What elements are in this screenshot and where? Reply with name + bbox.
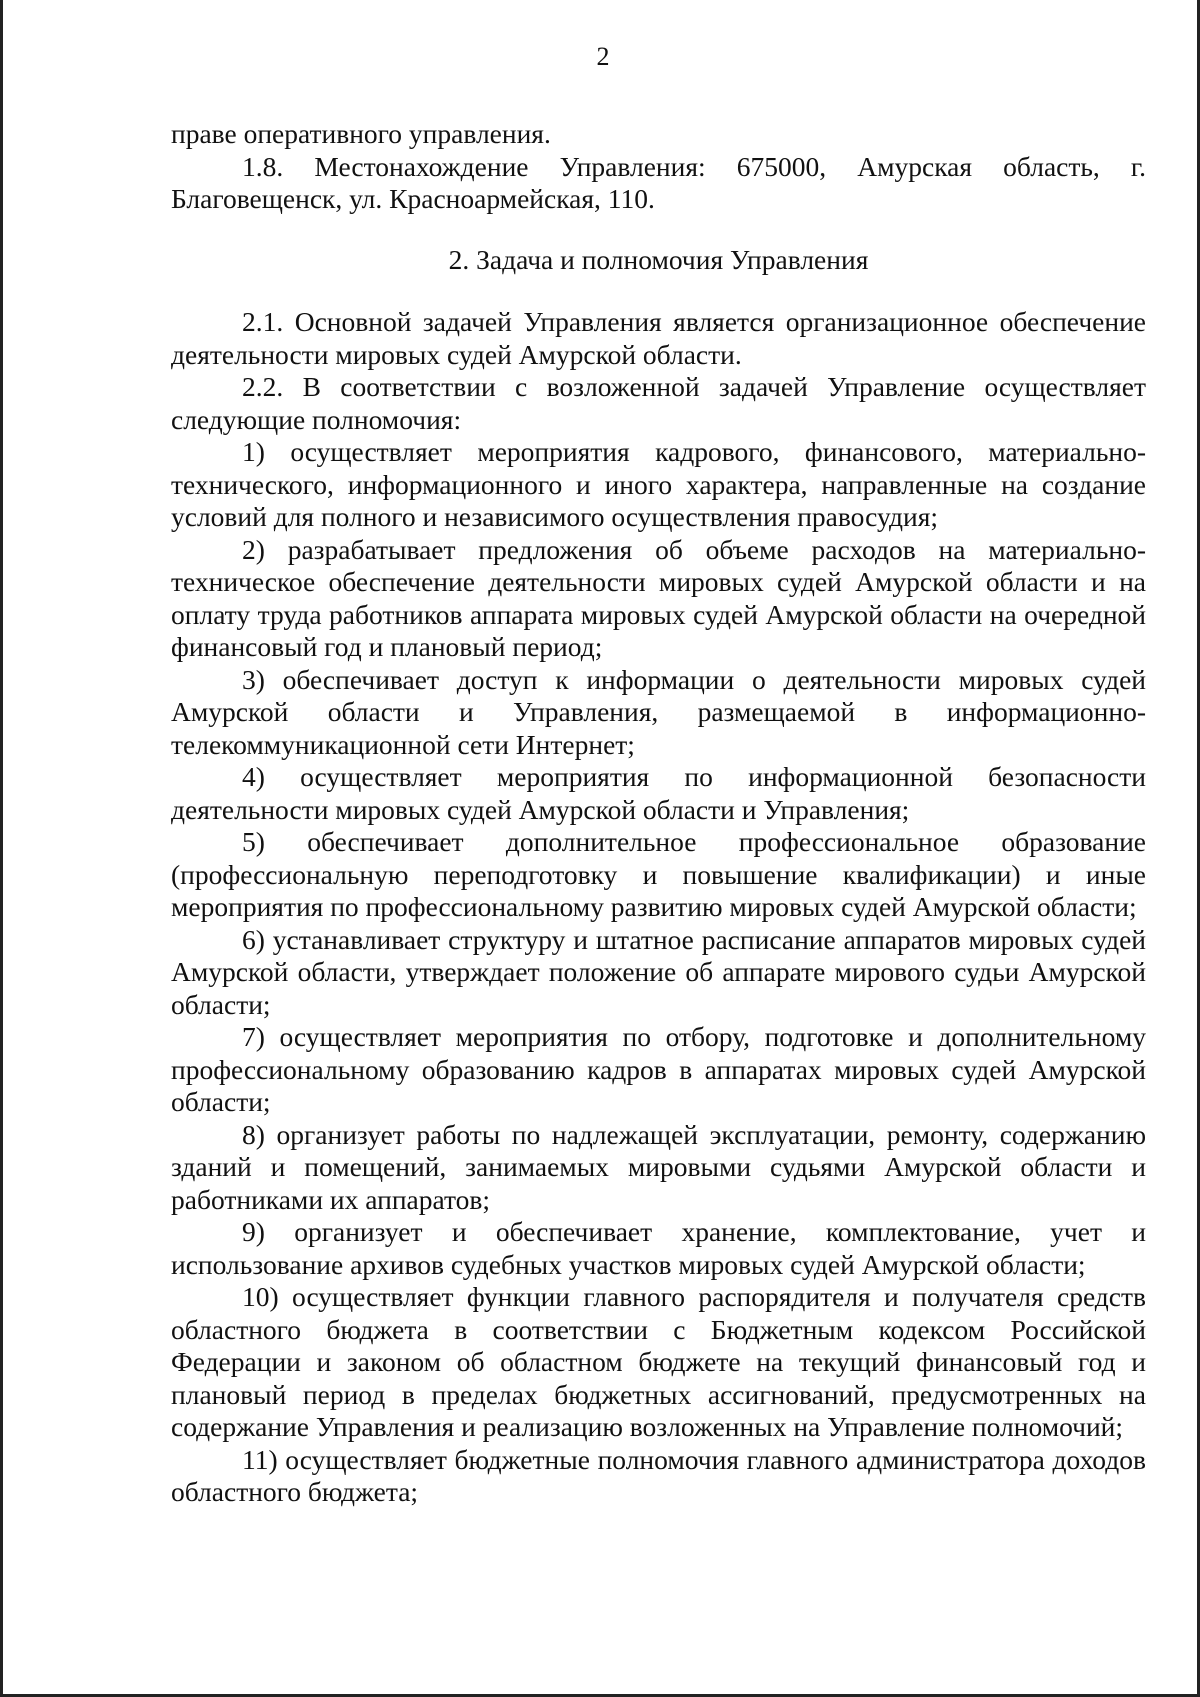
paragraph-2-1: 2.1. Основной задачей Управления является организационное обеспечение деятельности мировых судей Амурской области.: [171, 306, 1146, 370]
paragraph-2-2: 2.2. В соответствии с возложенной задачей Управление осуществляет следующие полномочия:: [171, 371, 1146, 435]
list-item-8: 8) организует работы по надлежащей эксплуатации, ремонту, содержанию зданий и помещений, занимаемых мировыми судьями Амурской области и работниками их аппаратов;: [171, 1118, 1146, 1215]
list-item-10: 10) осуществляет функции главного распорядителя и получателя средств областного бюджета в соответствии с Бюджетным кодексом Российской Федерации и законом об областном бюджете на текущий финансовый год и плановый период в пределах бюджетных ассигнований, предусмотренных на содержание Управления и реализацию возложенных на Управление полномочий;: [171, 1281, 1146, 1442]
list-item-7: 7) осуществляет мероприятия по отбору, подготовке и дополнительному профессиональному образованию кадров в аппаратах мировых судей Амурской области;: [171, 1021, 1146, 1117]
list-item-2: 2) разрабатывает предложения об объеме расходов на материально-техническое обеспечение деятельности мировых судей Амурской области и на оплату труда работников аппарата мировых судей Амурской области на очередной финансовый год и плановый период;: [171, 533, 1146, 662]
list-item-11: 11) осуществляет бюджетные полномочия главного администратора доходов областного бюджета;: [171, 1443, 1146, 1507]
list-item-4: 4) осуществляет мероприятия по информационной безопасности деятельности мировых судей Амурской области и Управления;: [171, 761, 1146, 825]
section-title: 2. Задача и полномочия Управления: [448, 243, 869, 275]
list-item-9: 9) организует и обеспечивает хранение, комплектование, учет и использование архивов судебных участков мировых судей Амурской области;: [171, 1216, 1146, 1280]
list-item-1: 1) осуществляет мероприятия кадрового, финансового, материально-технического, информационного и иного характера, направленные на создание условий для полного и независимого осуществления правосудия;: [171, 436, 1146, 532]
page-number: 2: [596, 42, 610, 71]
list-item-3: 3) обеспечивает доступ к информации о деятельности мировых судей Амурской области и Управления, размещаемой в информационно-телекоммуникационной сети Интернет;: [171, 663, 1146, 760]
continuation-text: праве оперативного управления.: [171, 118, 551, 149]
document-body: [171, 118, 1146, 1509]
location-paragraph: 1.8. Местонахождение Управления: 675000, Амурская область, г. Благовещенск, ул. Красноармейская, 110.: [171, 150, 1146, 214]
list-item-5: 5) обеспечивает дополнительное профессиональное образование (профессиональную переподготовку и повышение квалификации) и иные мероприятия по профессиональному развитию мировых судей Амурской области;: [171, 826, 1146, 922]
list-item-6: 6) устанавливает структуру и штатное расписание аппаратов мировых судей Амурской области, утверждает положение об аппарате мирового судьи Амурской области;: [171, 923, 1146, 1020]
